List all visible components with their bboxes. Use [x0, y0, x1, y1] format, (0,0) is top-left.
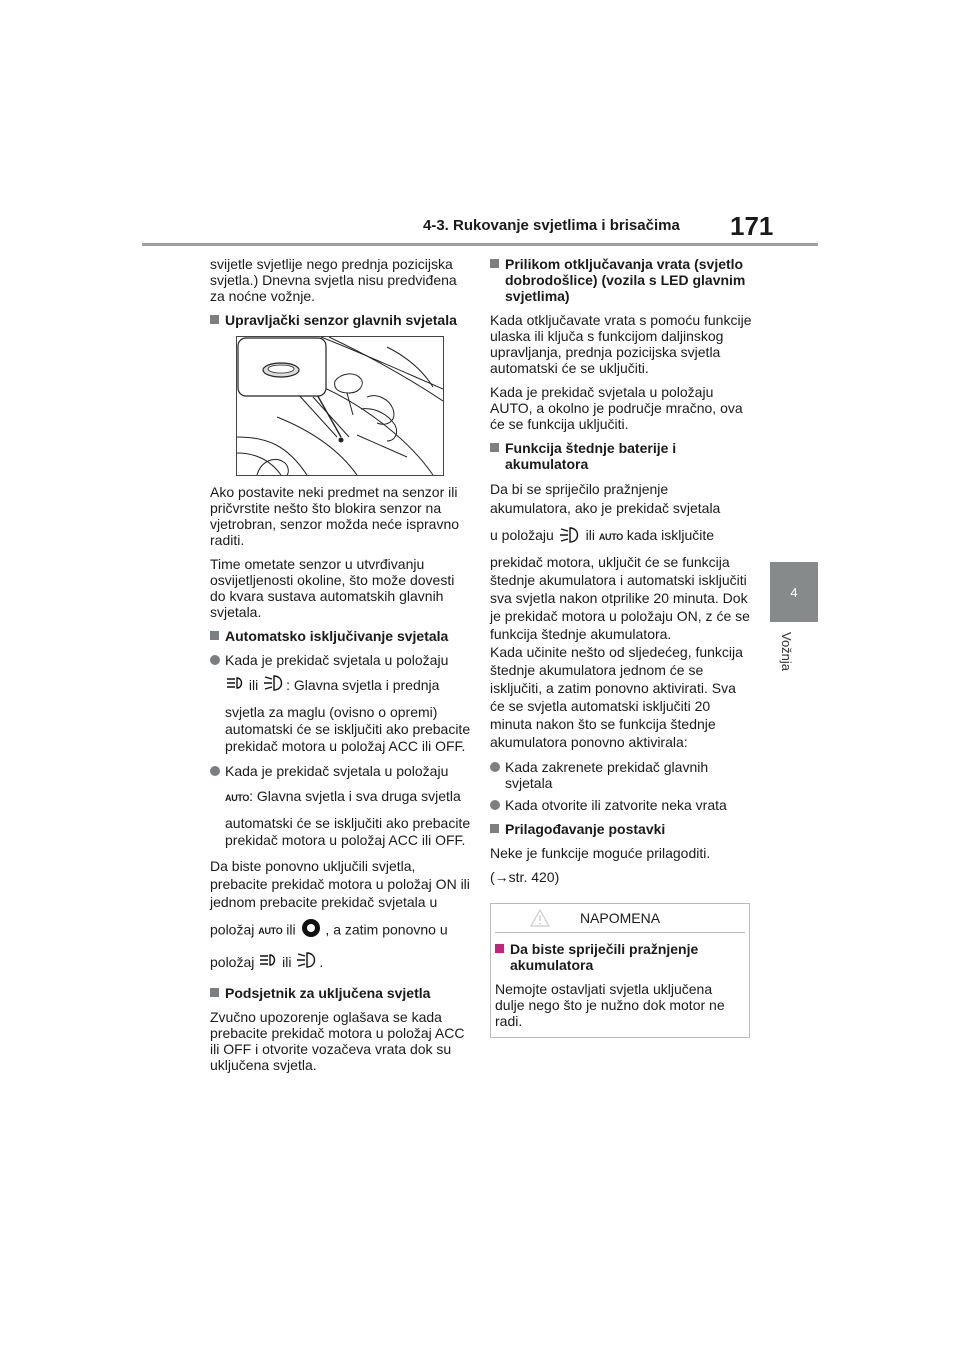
battery-heading: Funkcija štednje baterije i akumulatora — [490, 440, 752, 472]
note-header — [495, 904, 745, 933]
auto-icon: AUTO — [225, 792, 250, 803]
round-bullet-icon — [210, 655, 220, 665]
lights-on-paragraph: Da biste ponovno uključili svjetla, prebacite prekidač motora u položaj ON ili jednom prebacite prekidač svjetala u položaj AUTO ili , a zatim ponovno u položaj ili . — [210, 857, 472, 975]
headlight-icon — [225, 675, 245, 697]
battery-bullet-1: Kada zakrenete prekidač glavnih svjetala — [490, 759, 752, 791]
battery-paragraph-e: Kada učinite nešto od sljedećeg, funkcija štednje akumulatora jednom će se isključiti, a zatim ponovno aktivirati. Sva će se svjetla automatski isključiti 20 minuta nakon što se funkcija štednje akumulatora ponovno aktivirala: — [490, 644, 743, 750]
autooff-bullet-1: Kada je prekidač svjetala u položaju — [210, 652, 472, 668]
welcome-heading: Prilikom otključavanja vrata (svjetlo dobrodošlice) (vozila s LED glavnim svjetlima) — [490, 256, 752, 304]
reminder-paragraph: Zvučno upozorenje oglašava se kada prebacite prekidač motora u položaj ACC ili OFF i otvorite vozačeva vrata dok su uključena svjetla. — [210, 1008, 465, 1073]
square-bullet-icon — [495, 944, 504, 953]
sensor-heading: Upravljački senzor glavnih svjetala — [210, 312, 472, 328]
round-bullet-icon — [490, 800, 500, 810]
parking-light-icon — [558, 526, 582, 547]
autooff-bullet-1-cont: ili : Glavna svjetla i prednja svjetla za maglu (ovisno o opremi) automatski će se isključiti ako prebacite prekidač motora u položaj ACC ili OFF. — [210, 674, 472, 755]
page-number: 171 — [730, 211, 774, 241]
note-text: Nemojte ostavljati svjetla uključena dulje nego što je nužno dok motor ne radi. — [495, 981, 725, 1029]
right-column — [490, 256, 752, 1038]
sensor-paragraph: Ako postavite neki predmet na senzor ili pričvrstite nešto što blokira senzor na vjetrobran, senzor možda neće ispravno raditi. — [210, 484, 460, 548]
square-bullet-icon — [210, 315, 219, 324]
autooff-bullet-2: Kada je prekidač svjetala u položaju — [210, 763, 472, 779]
dashboard-sensor-drawing — [237, 337, 443, 475]
custom-heading: Prilagođavanje postavki — [490, 821, 752, 837]
sensor-illustration — [236, 336, 444, 476]
note-box — [490, 903, 750, 1038]
custom-paragraph: Neke je funkcije moguće prilagoditi. — [490, 845, 711, 861]
intro-paragraph: svijetle svjetlije nego prednja pozicijska svjetla.) Dnevna svjetla nisu predviđena za noćne vožnje. — [210, 256, 457, 304]
custom-page-ref[interactable]: (→str. 420) — [490, 869, 560, 885]
welcome-paragraph-1: Kada otključavate vrata s pomoću funkcije ulaska ili ključa s funkcijom daljinskog upravljanja, prednja pozicijska svjetla automatski će se uključiti. — [490, 312, 752, 376]
round-bullet-icon — [210, 766, 220, 776]
chapter-label: Vožnja — [779, 632, 794, 672]
square-bullet-icon — [490, 824, 499, 833]
round-bullet-icon — [490, 762, 500, 772]
note-body — [491, 933, 749, 1037]
note-title: NAPOMENA — [579, 910, 661, 926]
square-bullet-icon — [490, 259, 499, 268]
battery-paragraph-d: prekidač motora, uključit će se funkcija štednje akumulatora i automatski isključiti sva svjetla nakon otprilike 20 minuta. Dok je prekidač motora u položaju ON, z će se funkcija štednje akumulatora. — [490, 554, 750, 642]
note-heading: Da biste spriječili pražnjenje akumulatora — [495, 941, 745, 973]
light-switch-off-icon — [300, 917, 322, 945]
autooff-bullet-2-cont: AUTO: Glavna svjetla i sva druga svjetla automatski će se isključiti ako prebacite prekidač motora u položaj ACC ili OFF. — [225, 788, 471, 848]
square-bullet-icon — [210, 988, 219, 997]
autooff-heading: Automatsko isključivanje svjetala — [210, 628, 472, 644]
chapter-number: 4 — [790, 584, 798, 600]
battery-bullet-2: Kada otvorite ili zatvorite neka vrata — [490, 797, 752, 813]
chapter-tab[interactable] — [770, 562, 818, 622]
auto-icon: AUTO — [258, 925, 283, 936]
section-title: 4-3. Rukovanje svjetlima i brisačima — [423, 217, 680, 234]
header-rule — [142, 243, 818, 246]
auto-icon: AUTO — [598, 531, 623, 542]
battery-paragraph-a: Da bi se spriječilo pražnjenje akumulatora, ako je prekidač svjetala — [490, 481, 721, 516]
battery-line-icons: u položaju ili AUTO kada isključite — [490, 526, 752, 547]
warning-triangle-icon — [529, 908, 551, 931]
sensor-paragraph-2: Time ometate senzor u utvrđivanju osvijetljenosti okoline, što može dovesti do kvara sustava automatskih glavnih svjetala. — [210, 556, 455, 620]
left-column — [210, 256, 472, 1081]
welcome-paragraph-2: Kada je prekidač svjetala u položaju AUTO, a okolno je područje mračno, ova će se funkcija uključiti. — [490, 384, 743, 432]
square-bullet-icon — [210, 631, 219, 640]
headlight-icon — [258, 952, 278, 974]
reminder-heading: Podsjetnik za uključena svjetla — [210, 985, 472, 1001]
square-bullet-icon — [490, 443, 499, 452]
parking-light-icon — [295, 951, 319, 975]
parking-light-icon — [262, 674, 286, 698]
